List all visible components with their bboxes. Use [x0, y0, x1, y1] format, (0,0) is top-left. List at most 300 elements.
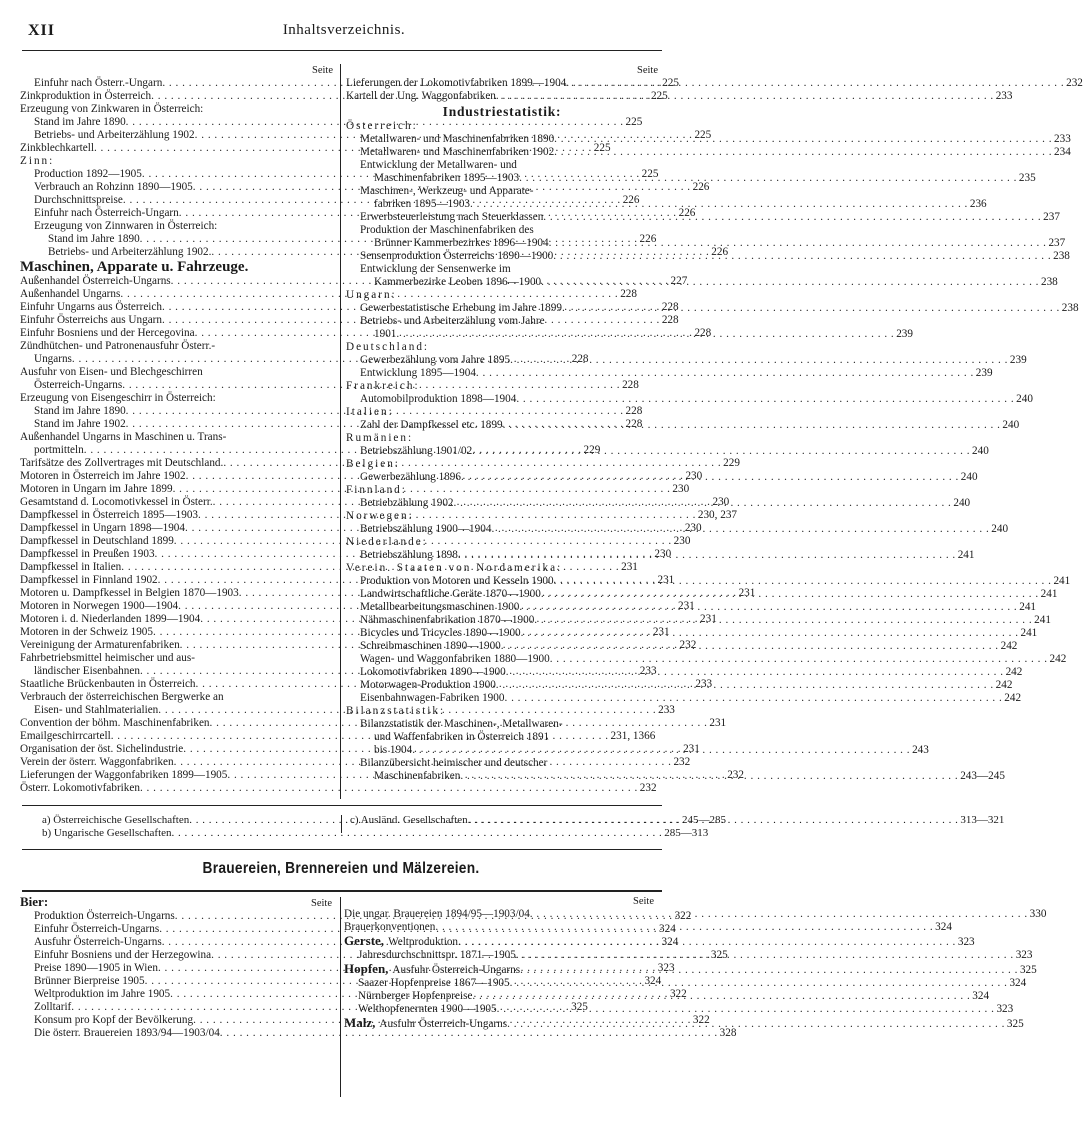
section-title-rule	[22, 890, 662, 892]
country-heading: Rumänien:	[346, 432, 414, 444]
dot-leader	[470, 198, 968, 211]
entry-title: Sensenproduktion Österreichs 1890—1900	[360, 250, 554, 262]
companies-a-entry: a) Österreichische Gesellschaften . . . 245—285	[42, 814, 332, 827]
page-ref: 239	[1009, 354, 1027, 366]
toc-entry-line: Maschinen-, Werkzeug- und Apparate-	[360, 185, 534, 197]
page-ref: 241	[1019, 601, 1036, 613]
country-heading: Finnland:	[346, 484, 407, 496]
entry-title: Gesamtstand d. Locomotivkessel in Österr.	[20, 496, 213, 508]
country-heading: Belgien:	[346, 458, 400, 470]
toc-entry-line: Fahrbetriebsmittel heimischer und aus-	[20, 652, 195, 664]
entry-title: Kammerbezirke Leoben 1896—1900	[374, 276, 542, 288]
page-ref: 231	[621, 561, 638, 573]
entry-title: Einfuhr Ungarns aus Österreich	[20, 301, 162, 313]
dot-leader	[503, 419, 1001, 432]
entry-title: Betriebs- und Arbeiterzählung 1902.	[48, 246, 212, 258]
page-ref: 231	[657, 574, 675, 586]
entry-title: Wagen- und Waggonfabriken 1880—1900	[360, 653, 550, 665]
entry-title: Erwerbsteuerleistung nach Steuerklassen	[360, 211, 544, 223]
country-heading: Niederlande:	[346, 536, 428, 548]
dot-leader	[472, 445, 970, 458]
dot-leader	[530, 908, 1028, 921]
entry-title: Zinkproduktion in Österreich	[20, 90, 152, 102]
entry-title: Motoren in Norwegen 1900—1904	[20, 600, 179, 612]
page-ref: 238	[1061, 302, 1079, 314]
page-ref: 230, 237	[697, 509, 738, 521]
dot-leader	[504, 692, 1002, 705]
entry-title: Stand im Jahre 1890	[48, 233, 140, 245]
page-ref: 240	[972, 445, 989, 457]
page-ref: 228	[620, 288, 637, 300]
page-ref: 323	[1015, 949, 1033, 961]
page-ref: 233	[1054, 133, 1071, 145]
page-ref: 237	[1043, 211, 1060, 223]
page-ref: 239	[896, 328, 913, 340]
page-ref: 230	[684, 522, 702, 534]
page-ref: 324	[935, 921, 952, 933]
page-title: Inhaltsverzeichnis.	[282, 22, 406, 38]
entry-title: Einfuhr nach Österr.-Ungarn	[34, 77, 163, 89]
page-ref: 226	[639, 233, 657, 245]
page-ref: 240	[1016, 393, 1033, 405]
section-heading: Maschinen, Apparate u. Fahrzeuge.	[20, 259, 249, 275]
entry-title: ländischer Eisenbahnen	[34, 665, 140, 677]
country-heading: Österreich:	[346, 120, 418, 132]
dot-leader	[554, 133, 1052, 146]
dot-leader	[497, 1003, 995, 1016]
dot-leader	[510, 977, 1008, 990]
entry-title: Kartell der Ung. Waggonfabriken	[346, 90, 496, 102]
entry-title: Convention der böhm. Maschinenfabriken	[20, 717, 210, 729]
dot-leader	[435, 921, 933, 934]
page-ref: 225	[593, 142, 611, 154]
page-ref: 229	[723, 457, 740, 469]
page-ref: 231	[652, 626, 670, 638]
page-ref: 325	[710, 949, 728, 961]
entry-title: Weltproduktion	[388, 936, 459, 948]
entry-title: Dampfkessel in Deutschland 1899	[20, 535, 174, 547]
entry-title: Die ungar. Brauereien 1894/95—1903/04	[344, 908, 530, 920]
page-ref: 231, 1366	[610, 730, 656, 742]
entry-title: Dampfkessel in Italien	[20, 561, 122, 573]
entry-title: Lieferungen der Waggonfabriken 1899—1905	[20, 769, 228, 781]
entry-title: Einfuhr Österreichs aus Ungarn	[20, 314, 162, 326]
toc-entry	[344, 921, 952, 934]
page-ref: 228	[661, 314, 679, 326]
group-label: Gerste,	[344, 933, 385, 948]
page-ref: 227	[670, 275, 688, 287]
dot-leader	[501, 640, 999, 653]
page-ref: 231	[683, 743, 700, 755]
page-ref: 229	[583, 444, 601, 456]
header-rule	[22, 50, 662, 51]
entry-title: Motoren in Ungarn im Jahre 1899	[20, 483, 173, 495]
toc-entry	[20, 288, 637, 301]
page-ref: 324	[659, 923, 676, 935]
entry-title: Organisation der öst. Sichelindustrie	[20, 743, 184, 755]
entry-title: Gewerbestatistische Erhebung im Jahre 1899	[360, 302, 562, 314]
page-ref: 233	[658, 704, 675, 716]
toc-entry-line: Ausfuhr von Eisen- und Blechgeschirren	[20, 366, 203, 378]
toc-entry-line: Bilanzstatistik der Maschinen-, Metallwaren-	[360, 718, 563, 730]
page-ref: 242	[1049, 653, 1067, 665]
entry-title: Einfuhr nach Österreich-Ungarn	[34, 207, 179, 219]
page-ref: 325	[1019, 964, 1037, 976]
page-ref: 238	[1040, 276, 1058, 288]
dot-leader	[472, 990, 970, 1003]
page-ref: 240	[991, 523, 1009, 535]
country-heading: Zinn:	[20, 155, 55, 167]
entry-title: Motorwagen-Produktion 1900	[360, 679, 496, 691]
dot-leader	[460, 770, 958, 783]
toc-entry-line: Erzeugung von Zinnwaren in Österreich:	[34, 220, 218, 232]
companies-rule	[22, 805, 662, 806]
entry-title: portmitteln	[34, 444, 84, 456]
entry-title: Motoren u. Dampfkessel in Belgien 1870—1903	[20, 587, 239, 599]
page-ref: 322	[674, 910, 692, 922]
page-ref: 241	[1034, 614, 1051, 626]
page-ref: 240	[1002, 419, 1020, 431]
dot-leader	[520, 964, 1018, 977]
toc-entry-line: Betriebs- und Arbeiterzählung vom Jahre	[360, 315, 545, 327]
entry-title: 1901	[374, 328, 397, 340]
page-ref: 322	[669, 988, 687, 1000]
country-heading: Deutschland:	[346, 341, 430, 353]
page-ref: 230	[685, 470, 703, 482]
page-ref: 241	[957, 549, 975, 561]
page-ref: 228	[694, 327, 712, 339]
entry-title: Stand im Jahre 1902	[34, 418, 126, 430]
dot-leader	[458, 936, 956, 949]
dot-leader	[534, 614, 1032, 627]
entry-title: Zahl der Dampfkessel etc. 1899	[360, 419, 503, 431]
page-ref: 228	[625, 405, 643, 417]
entry-title: Produktion Österreich-Ungarns	[34, 910, 175, 922]
page-ref: 232	[1066, 77, 1083, 89]
entry-title: Nürnberger Hopfenpreise	[358, 990, 473, 1002]
entry-title: Tarifsätze des Zollvertrages mit Deutschland.	[20, 457, 224, 469]
entry-title: Zolltarif	[34, 1001, 72, 1013]
dot-leader	[562, 302, 1060, 315]
page-ref: 225	[625, 116, 643, 128]
entry-title: Die österr. Brauereien 1893/94—1903/04	[34, 1027, 220, 1039]
toc-entry-line: Entwicklung der Metallwaren- und	[360, 159, 517, 171]
group-label: Hopfen,	[344, 961, 389, 976]
page-ref: 325	[1006, 1018, 1024, 1030]
page-ref: 232	[679, 639, 697, 651]
dot-leader	[553, 250, 1051, 263]
dot-leader	[550, 653, 1048, 666]
entry-title: Maschinenfabriken	[374, 770, 461, 782]
toc-entry-line: Zündhütchen- und Patronenausfuhr Österr.-	[20, 340, 216, 352]
dot-leader	[140, 782, 638, 795]
dot-leader	[491, 523, 989, 536]
entry-title: Betriebzählung 1902	[360, 497, 454, 509]
toc-entry	[20, 782, 657, 795]
page-ref: 233	[695, 678, 713, 690]
page-ref: 225	[662, 77, 679, 89]
toc-entry-line: Bilanzübersicht heimischer und deutscher	[360, 757, 548, 769]
page-ref: 226	[711, 246, 729, 258]
dot-leader	[507, 1018, 1005, 1031]
toc-entry-line: Entwicklung der Sensenwerke im	[360, 263, 511, 275]
entry-title: Betriebs- und Arbeiterzählung 1902	[34, 129, 195, 141]
entry-title: Betriebszählung 1898	[360, 549, 458, 561]
dot-leader	[510, 354, 1008, 367]
country-heading: Bilanzstatistik:	[346, 705, 446, 717]
entry-title: Nähmaschinenfabrikation 1870—1900	[360, 614, 535, 626]
country-heading: Verein. Staaten von Nordamerika:	[346, 562, 563, 574]
column-divider-companies	[341, 815, 342, 833]
entry-title: Konsum pro Kopf der Bevölkerung	[34, 1014, 194, 1026]
entry-title: Brünner Kammerbezirkes 1896—1904	[374, 237, 549, 249]
dot-leader	[554, 575, 1052, 588]
dot-leader	[549, 237, 1047, 250]
entry-title: Automobilproduktion 1898—1904	[360, 393, 517, 405]
page-ref: 322	[692, 1014, 710, 1026]
toc-entry-line: Außenhandel Ungarns in Maschinen u. Trans-	[20, 431, 227, 443]
dot-leader	[521, 627, 1019, 640]
page-ref: 232	[673, 756, 691, 768]
dot-leader	[543, 211, 1041, 224]
page-ref: 242	[1005, 666, 1023, 678]
page-ref: 225	[694, 129, 712, 141]
entry-title: Außenhandel Ungarns	[20, 288, 121, 300]
entry-title: Dampfkessel in Ungarn 1898—1904	[20, 522, 185, 534]
page-ref: 239	[975, 367, 993, 379]
dot-leader	[458, 549, 956, 562]
country-heading: Italien:	[346, 406, 394, 418]
page-ref: 323	[957, 936, 975, 948]
toc-entry-line: Erzeugung von Zinkwaren in Österreich:	[20, 103, 204, 115]
toc-entry	[346, 237, 1066, 250]
page-ref: 324	[661, 936, 679, 948]
toc-entry-line: und Waffenfabriken in Österreich 1891	[374, 731, 550, 743]
entry-title: Stand im Jahre 1890	[34, 405, 126, 417]
page-ref: 234	[1054, 146, 1071, 158]
page-ref: 226	[692, 181, 710, 193]
dot-leader	[541, 588, 1039, 601]
entry-title: Betriebszählung 1901/02	[360, 445, 473, 457]
page-ref: 228	[622, 379, 639, 391]
page-ref: 238	[1053, 250, 1070, 262]
group-label: Malz,	[344, 1015, 376, 1030]
section-heading: Industriestatistik:	[442, 104, 562, 119]
entry-title: Verein der österr. Waggonfabriken	[20, 756, 174, 768]
dot-leader	[516, 949, 1014, 962]
dot-leader	[516, 393, 1014, 406]
page-ref: 228	[625, 418, 643, 430]
seite-label-right: Seite	[637, 65, 658, 76]
entry-title: Staatliche Brückenbauten in Österreich	[20, 678, 196, 690]
page-ref: 324	[644, 975, 662, 987]
entry-title: Metallwaren- und Maschinenfabriken 1890	[360, 133, 555, 145]
dot-leader	[412, 744, 910, 757]
page-ref: 228	[661, 301, 679, 313]
entry-title: Entwicklung 1895—1904	[360, 367, 476, 379]
entry-title: Dampfkessel in Österreich 1895—1903	[20, 509, 199, 521]
page-ref: 231	[700, 613, 717, 625]
entry-title: Lieferungen der Lokomotivfabriken 1899—1904	[346, 77, 567, 89]
entry-title: Österreich-Ungarns	[34, 379, 123, 391]
section-title: Brauereien, Brennereien und Mälzereien.	[202, 860, 480, 877]
page-ref: 242	[995, 679, 1013, 691]
entry-title: Ungarns	[34, 353, 72, 365]
entry-title: Brauerkonventionen	[344, 921, 436, 933]
toc-entry	[346, 354, 1027, 367]
companies-c-entry: c) Ausländ. Gesellschaften . . . 313—321	[350, 814, 656, 827]
toc-entry	[346, 419, 1020, 432]
toc-entry	[344, 977, 1027, 990]
page-ref: 236	[969, 198, 987, 210]
page-ref: 225	[650, 90, 668, 102]
entry-title: Metallbearbeitungsmaschinen 1900	[360, 601, 520, 613]
country-heading: Ungarn:	[346, 289, 397, 301]
page-ref: 235	[1018, 172, 1036, 184]
entry-title: Lokomotivfabriken 1890—1900	[360, 666, 506, 678]
page-ref: 230	[672, 483, 690, 495]
entry-title: Eisen- und Stahlmaterialien	[34, 704, 159, 716]
page-ref: 226	[678, 207, 696, 219]
dot-leader	[519, 172, 1017, 185]
page-ref: 330	[1029, 908, 1047, 920]
entry-title: Emailgeschirrcartell	[20, 730, 111, 742]
dot-leader	[554, 146, 1052, 159]
entry-title: Österr. Lokomotivfabriken	[20, 782, 140, 794]
dot-leader	[496, 679, 994, 692]
entry-title: Landwirtschaftliche Geräte 1870—1900	[360, 588, 541, 600]
toc-entry	[346, 393, 1033, 406]
page-ref: 232	[639, 782, 657, 794]
entry-title: Motoren in Österreich im Jahre 1902	[20, 470, 186, 482]
page-number: XII	[28, 22, 56, 39]
entry-title: Preise 1890—1905 in Wien	[34, 962, 158, 974]
page-ref: 231	[677, 600, 695, 612]
toc-entry	[346, 692, 1022, 705]
entry-title: Einfuhr Bosniens und der Herzegowina	[34, 949, 212, 961]
page-ref: 228	[571, 353, 589, 365]
page-ref: 230	[712, 496, 730, 508]
dot-leader	[496, 90, 994, 103]
entry-title: Dampfkessel in Preußen 1903	[20, 548, 155, 560]
entry-title: bis 1904	[374, 744, 413, 756]
page-header	[28, 22, 660, 44]
entry-title: Production 1892—1905	[34, 168, 142, 180]
page-ref: 242	[1004, 692, 1022, 704]
seite-label-bottom-right: Seite	[633, 896, 654, 907]
entry-title: Saazer Hopfenpreise 1867—1905	[358, 977, 510, 989]
entry-title: Maschinenfabriken 1895—1903	[374, 172, 520, 184]
entry-title: Durchschnittspreise	[34, 194, 123, 206]
entry-title: Produktion von Motoren und Kesseln 1900	[360, 575, 554, 587]
dot-leader	[476, 367, 974, 380]
entry-title: Weltproduktion im Jahre 1905	[34, 988, 171, 1000]
toc-entry	[20, 1027, 737, 1040]
page-ref: 241	[1020, 627, 1038, 639]
toc-entry-line: Verbrauch der österreichischen Bergwerke an	[20, 691, 224, 703]
entry-title: fabriken 1895—1903	[374, 198, 471, 210]
entry-title: Dampfkessel in Finnland 1902	[20, 574, 158, 586]
page-ref: 243—245	[960, 770, 1005, 782]
toc-entry-line: Produktion der Maschinenfabriken des	[360, 224, 534, 236]
entry-title: Einfuhr Österreich-Ungarns	[34, 923, 160, 935]
toc-entry	[346, 198, 987, 211]
page-ref: 233	[995, 90, 1013, 102]
entry-title: Außenhandel Österreich-Ungarns	[20, 275, 171, 287]
page-ref: 230	[673, 535, 691, 547]
page-ref: 324	[972, 990, 990, 1002]
page-ref: 230	[654, 548, 672, 560]
toc-entry	[346, 653, 1067, 666]
entry-title: Jahresdurchschnittspr. 1871—1905	[358, 949, 516, 961]
page-ref: 240	[953, 497, 971, 509]
entry-title: Eisenbahnwagen-Fabriken 1900	[360, 692, 505, 704]
entry-title: Stand im Jahre 1890	[34, 116, 126, 128]
entry-title: Gewerbezählung 1896	[360, 471, 461, 483]
entry-title: Brünner Bierpreise 1905	[34, 975, 145, 987]
entry-title: Ausfuhr Österreich-Ungarns	[379, 1018, 508, 1030]
page-ref: 241	[1053, 575, 1071, 587]
entry-title: Schreibmaschinen 1890—1900	[360, 640, 501, 652]
dot-leader	[454, 497, 952, 510]
column-divider-bottom	[340, 897, 341, 1097]
page-ref: 328	[719, 1027, 737, 1039]
page-ref: 325	[571, 1001, 588, 1013]
page-ref: 324	[1009, 977, 1027, 989]
entry-title: Einfuhr Bosniens und der Hercegovina	[20, 327, 195, 339]
dot-leader	[506, 666, 1004, 679]
page-ref: 233	[639, 665, 657, 677]
page-ref: 226	[622, 194, 640, 206]
entry-title: Zinkblechkartell	[20, 142, 94, 154]
toc-entry	[346, 367, 993, 380]
toc-entry	[346, 172, 1036, 185]
page-ref: 323	[657, 962, 675, 974]
seite-label-left: Seite	[312, 65, 333, 76]
page-ref: 237	[1048, 237, 1066, 249]
entry-title: Motoren in der Schweiz 1905	[20, 626, 153, 638]
entry-title: Ausfuhr Österreich-Ungarns	[34, 936, 162, 948]
toc-entry	[346, 146, 1071, 159]
country-heading: Frankreich:	[346, 380, 420, 392]
entry-title: Welthopfenernten 1900—1905	[358, 1003, 497, 1015]
page-ref: 240	[960, 471, 978, 483]
entry-title: Betriebszählung 1900—1904	[360, 523, 492, 535]
page-ref: 243	[912, 744, 929, 756]
page-ref: 225	[641, 168, 659, 180]
section-rule	[22, 849, 662, 850]
page-ref: 241	[1040, 588, 1058, 600]
page-ref: 231	[709, 717, 727, 729]
dot-leader	[541, 276, 1039, 289]
entry-title: Motoren i. d. Niederlanden 1899—1904	[20, 613, 201, 625]
dot-leader	[461, 471, 959, 484]
page-ref: 242	[1000, 640, 1018, 652]
page-ref: 323	[996, 1003, 1014, 1015]
seite-label-bottom-left: Seite	[311, 898, 332, 909]
toc-entry	[344, 1003, 1014, 1016]
column-divider-top	[340, 64, 341, 799]
companies-b-entry: b) Ungarische Gesellschaften . . . 285—313	[42, 827, 332, 840]
page-ref: 231	[738, 587, 756, 599]
bier-label: Bier:	[20, 894, 49, 909]
dot-leader	[519, 601, 1017, 614]
toc-entry	[346, 445, 989, 458]
toc-entry-line: Erzeugung von Eisengeschirr in Österreich:	[20, 392, 216, 404]
dot-leader	[566, 77, 1064, 90]
country-heading: Norwegen:	[346, 510, 414, 522]
entry-title: Metallwaren- und Maschinenfabriken 1902	[360, 146, 555, 158]
